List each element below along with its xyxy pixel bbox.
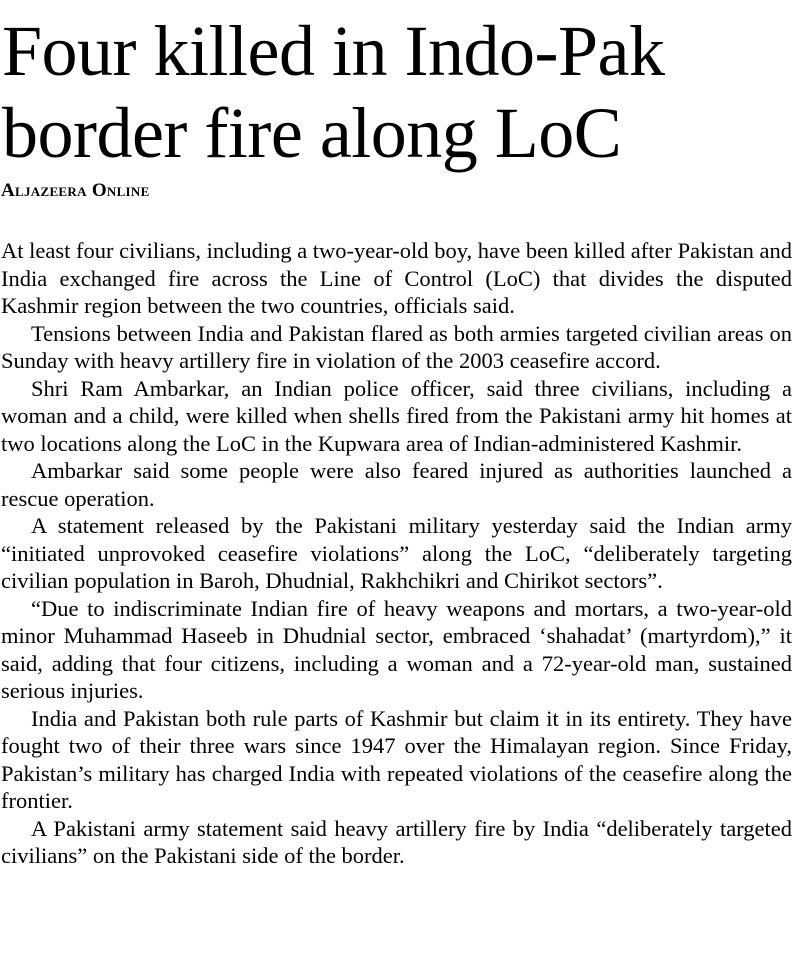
article-paragraph-2: Tensions between India and Pakistan flared as both armies targeted civilian areas on Sunday with heavy artillery fire in violation of the 2003 ceasefire accord. <box>1 320 792 373</box>
article-paragraph-1: At least four civilians, including a two-year-old boy, have been killed after Pakistan and India exchanged fire across the Line of Control (LoC) that divides the disputed Kashmir region between the two countries, officials said. <box>1 238 792 318</box>
article-paragraph-6: “Due to indiscriminate Indian fire of heavy weapons and mortars, a two-year-old minor Muhammad Haseeb in Dhudnial sector, embraced ‘shahadat’ (martyrdom),” it said, adding that four citizens, including a woman and a 72-year-old man, sustained serious injuries. <box>1 595 792 703</box>
article-byline: Aljazeera Online <box>1 180 150 201</box>
article-paragraph-5: A statement released by the Pakistani military yesterday said the Indian army “initiated unprovoked ceasefire violations” along the LoC, “deliberately targeting civilian population in Baroh, Dhudnial, Rakhchikri and Chirikot sectors”. <box>1 513 792 593</box>
article-body <box>1 237 792 870</box>
article-paragraph-3: Shri Ram Ambarkar, an Indian police officer, said three civilians, including a woman and a child, were killed when shells fired from the Pakistani army hit homes at two locations along the LoC in the Kupwara area of Indian-administered Kashmir. <box>1 375 792 456</box>
headline-line-2: border fire along LoC <box>2 93 622 173</box>
headline-line-1: Four killed in Indo-Pak <box>2 11 665 91</box>
article-headline <box>0 0 793 174</box>
article-paragraph-4: Ambarkar said some people were also feared injured as authorities launched a rescue operation. <box>1 458 792 511</box>
article-paragraph-7: India and Pakistan both rule parts of Kashmir but claim it in its entirety. They have fought two of their three wars since 1947 over the Himalayan region. Since Friday, Pakistan’s military has charged India with repeated violations of the ceasefire along the frontier. <box>1 705 792 813</box>
article-paragraph-8: A Pakistani army statement said heavy artillery fire by India “deliberately targeted civilians” on the Pakistani side of the border. <box>1 815 792 868</box>
